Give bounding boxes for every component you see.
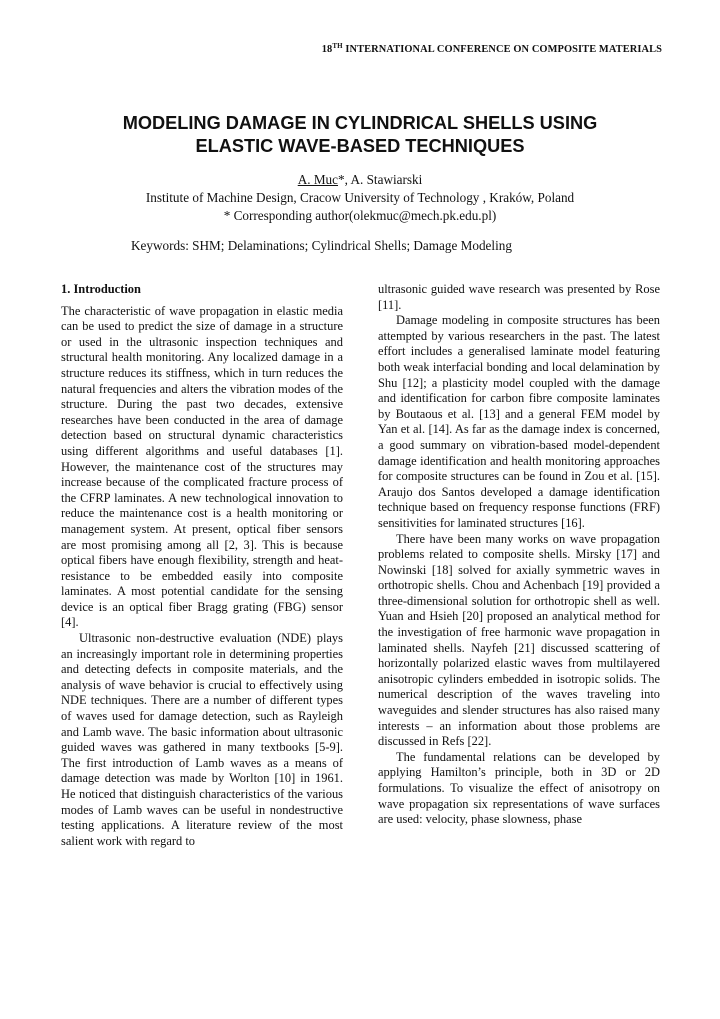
paper-title-line-1: MODELING DAMAGE IN CYLINDRICAL SHELLS USING <box>122 113 598 133</box>
first-author: A. Muc <box>297 172 339 187</box>
paragraph: The fundamental relations can be developed by applying Hamilton’s principle, both in 3D or 2D formulations. To visualize the effect of anisotropy on wave propagation six representations of wave surfaces are used: velocity, phase slowness, phase <box>378 749 660 827</box>
authors-block <box>60 171 660 225</box>
right-column <box>378 282 660 828</box>
author-names <box>60 171 660 189</box>
affiliation: Institute of Machine Design, Cracow University of Technology , Kraków, Poland <box>145 190 575 205</box>
paper-title <box>60 112 660 158</box>
paragraph: Damage modeling in composite structures has been attempted by various researchers in the past. The latest effort includes a generalised laminate model featuring both weak interfacial bonding and local delamination by Shu [12]; a plasticity model coupled with the damage and identification for carbon fibre composite laminates by Boutaous et al. [13] and a general FEM model by Yan et al. [14]. As far as the damage index is concerned, a good summary on vibration-based model-dependent damage identification and health monitoring approaches for composite structures can be found in Zou et al. [15]. Araujo dos Santos developed a damage identification technique based on frequency response functions (FRF) sensitivities for laminated structures [16]. <box>378 313 660 530</box>
paragraph: There have been many works on wave propagation problems related to composite shells. Mirsky [17] and Nowinski [18] solved for axially symmetric waves in orthotropic shells. Chou and Achenbach [19] provided a three-dimensional solution for orthotropic shell as well. Yuan and Hsieh [20] proposed an analytical method for the investigation of free harmonic wave propagation in laminated shells. Nayfeh [21] discussed scattering of horizontally polarized elastic waves from multilayered anisotropic cylinders embedded in isotropic solids. The numerical description of the waves traveling into waveguides and slender structures has also raised many interests – an information about those problems are discussed in Refs [22]. <box>378 531 660 749</box>
paragraph: ultrasonic guided wave research was presented by Rose [11]. <box>378 282 660 312</box>
paragraph: The characteristic of wave propagation in elastic media can be used to predict the size of damage in a structure or used in the ultrasonic inspection techniques and structural health monitoring. Any localized damage in a structure reduces its stiffness, which in turn reduces the natural frequencies and alters the vibration modes of the structure. During the past two decades, extensive researches have been conducted in the area of damage detection based on structural dynamic characteristics using different algorithms and useful databases [1]. However, the maintenance cost of the structures may increase because of the complicated fracture process of the CFRP laminates. A new technological innovation to reduce the maintenance cost is a health monitoring or management system. At present, optical fiber sensors are most promising among all [2, 3]. This is because optical fibers have enough flexibility, strength and heat-resistance to be embedded easily into composite laminates. A most potential candidate for the sensing device is an optical fiber Bragg grating (FBG) sensor [4]. <box>61 303 343 630</box>
paragraph: Ultrasonic non-destructive evaluation (NDE) plays an increasingly important role in determining properties and detecting defects in composite materials, and the analysis of wave behavior is crucial to effectively using NDE techniques. There are a number of different types of waves used for damage detection, such as Rayleigh and Lamb wave. The basic information about ultrasonic guided waves was gathered in many textbooks [5-9]. The first introduction of Lamb waves as a means of damage detection was made by Worlton [10] in 1961. He noticed that distinguish characteristics of the various modes of Lamb waves can be useful in nondestructive testing applications. A literature review of the most salient work with regard to <box>61 631 343 848</box>
conference-number-suffix: TH <box>332 42 343 50</box>
section-heading-introduction: 1. Introduction <box>61 282 141 296</box>
conference-number: 18 <box>321 44 333 55</box>
conference-name: INTERNATIONAL CONFERENCE ON COMPOSITE MATERIALS <box>345 44 662 55</box>
paper-title-line-2: ELASTIC WAVE-BASED TECHNIQUES <box>195 136 525 156</box>
corresponding-author: * Corresponding author(olekmuc@mech.pk.edu.pl) <box>223 208 497 223</box>
other-authors: *, A. Stawiarski <box>338 172 423 187</box>
conference-header <box>322 42 662 55</box>
left-column <box>61 282 343 849</box>
keywords: Keywords: SHM; Delaminations; Cylindrical Shells; Damage Modeling <box>131 238 512 253</box>
